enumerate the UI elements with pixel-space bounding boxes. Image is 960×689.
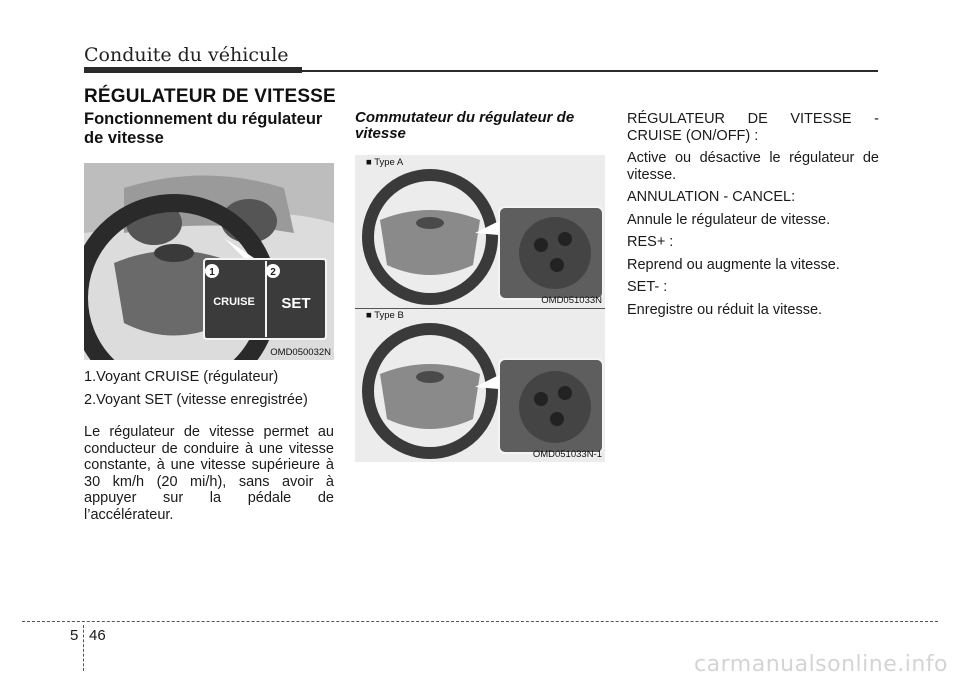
steering-figure-type-a — [355, 155, 605, 308]
footer-vertical-divider — [83, 625, 84, 671]
figure-code: OMD051033N-1 — [532, 449, 602, 460]
switch-name-cruise: RÉGULATEUR DE VITESSE - CRUISE (ON/OFF) : — [627, 111, 879, 144]
subheading-operation: Fonctionnement du régulateur de vitesse — [84, 110, 323, 147]
figure-code: OMD050032N — [270, 347, 331, 358]
column-middle — [355, 110, 605, 462]
type-a-label: ■ Type A — [366, 157, 404, 168]
steering-figure-type-b — [355, 308, 605, 462]
column-left — [84, 110, 334, 523]
list-item: 1.Voyant CRUISE (régulateur) — [84, 369, 279, 385]
type-b-label: ■ Type B — [366, 310, 404, 321]
switch-desc-set: Enregistre ou réduit la vitesse. — [627, 301, 823, 318]
intro-paragraph: Le régulateur de vitesse permet au conducteur de conduire à une vitesse constante, à une vitesse supérieure à 30 km/h (20 mi/h), sans avoir à appuyer sur la pédale de l’accélérateur. — [84, 424, 334, 523]
callout-number-1: 1 — [209, 267, 215, 278]
list-item: 2.Voyant SET (vitesse enregistrée) — [84, 392, 308, 408]
header-rule-thin — [302, 70, 878, 72]
header-rule-thick — [84, 67, 302, 73]
switch-name-res: RES+ : — [627, 234, 674, 250]
switch-name-cancel: ANNULATION - CANCEL: — [627, 189, 796, 205]
steering-wheel-b-illustration — [355, 309, 605, 462]
section-title: RÉGULATEUR DE VITESSE — [84, 86, 336, 107]
callout-number-2: 2 — [270, 267, 276, 278]
set-indicator-label: SET — [281, 295, 311, 312]
steering-wheel-a-illustration — [355, 155, 605, 308]
figure-code: OMD051033N — [541, 295, 602, 306]
column-right — [627, 111, 879, 324]
footer-divider — [22, 621, 938, 622]
cruise-indicator-label: CRUISE — [213, 296, 255, 308]
chapter-title: Conduite du véhicule — [84, 44, 289, 66]
indicator-list — [84, 369, 334, 409]
switch-desc-res: Reprend ou augmente la vitesse. — [627, 256, 840, 273]
chapter-number: 5 — [70, 627, 79, 644]
watermark: carmanualsonline.info — [694, 652, 948, 677]
switch-desc-cancel: Annule le régulateur de vitesse. — [627, 211, 831, 228]
page-number: 46 — [89, 627, 106, 644]
dashboard-figure — [84, 163, 334, 360]
subheading-switch: Commutateur du régulateur de vitesse — [355, 109, 575, 142]
dashboard-illustration — [84, 163, 334, 360]
switch-name-set: SET- : — [627, 279, 668, 295]
switch-desc-cruise: Active ou désactive le régulateur de vitesse. — [627, 150, 879, 183]
